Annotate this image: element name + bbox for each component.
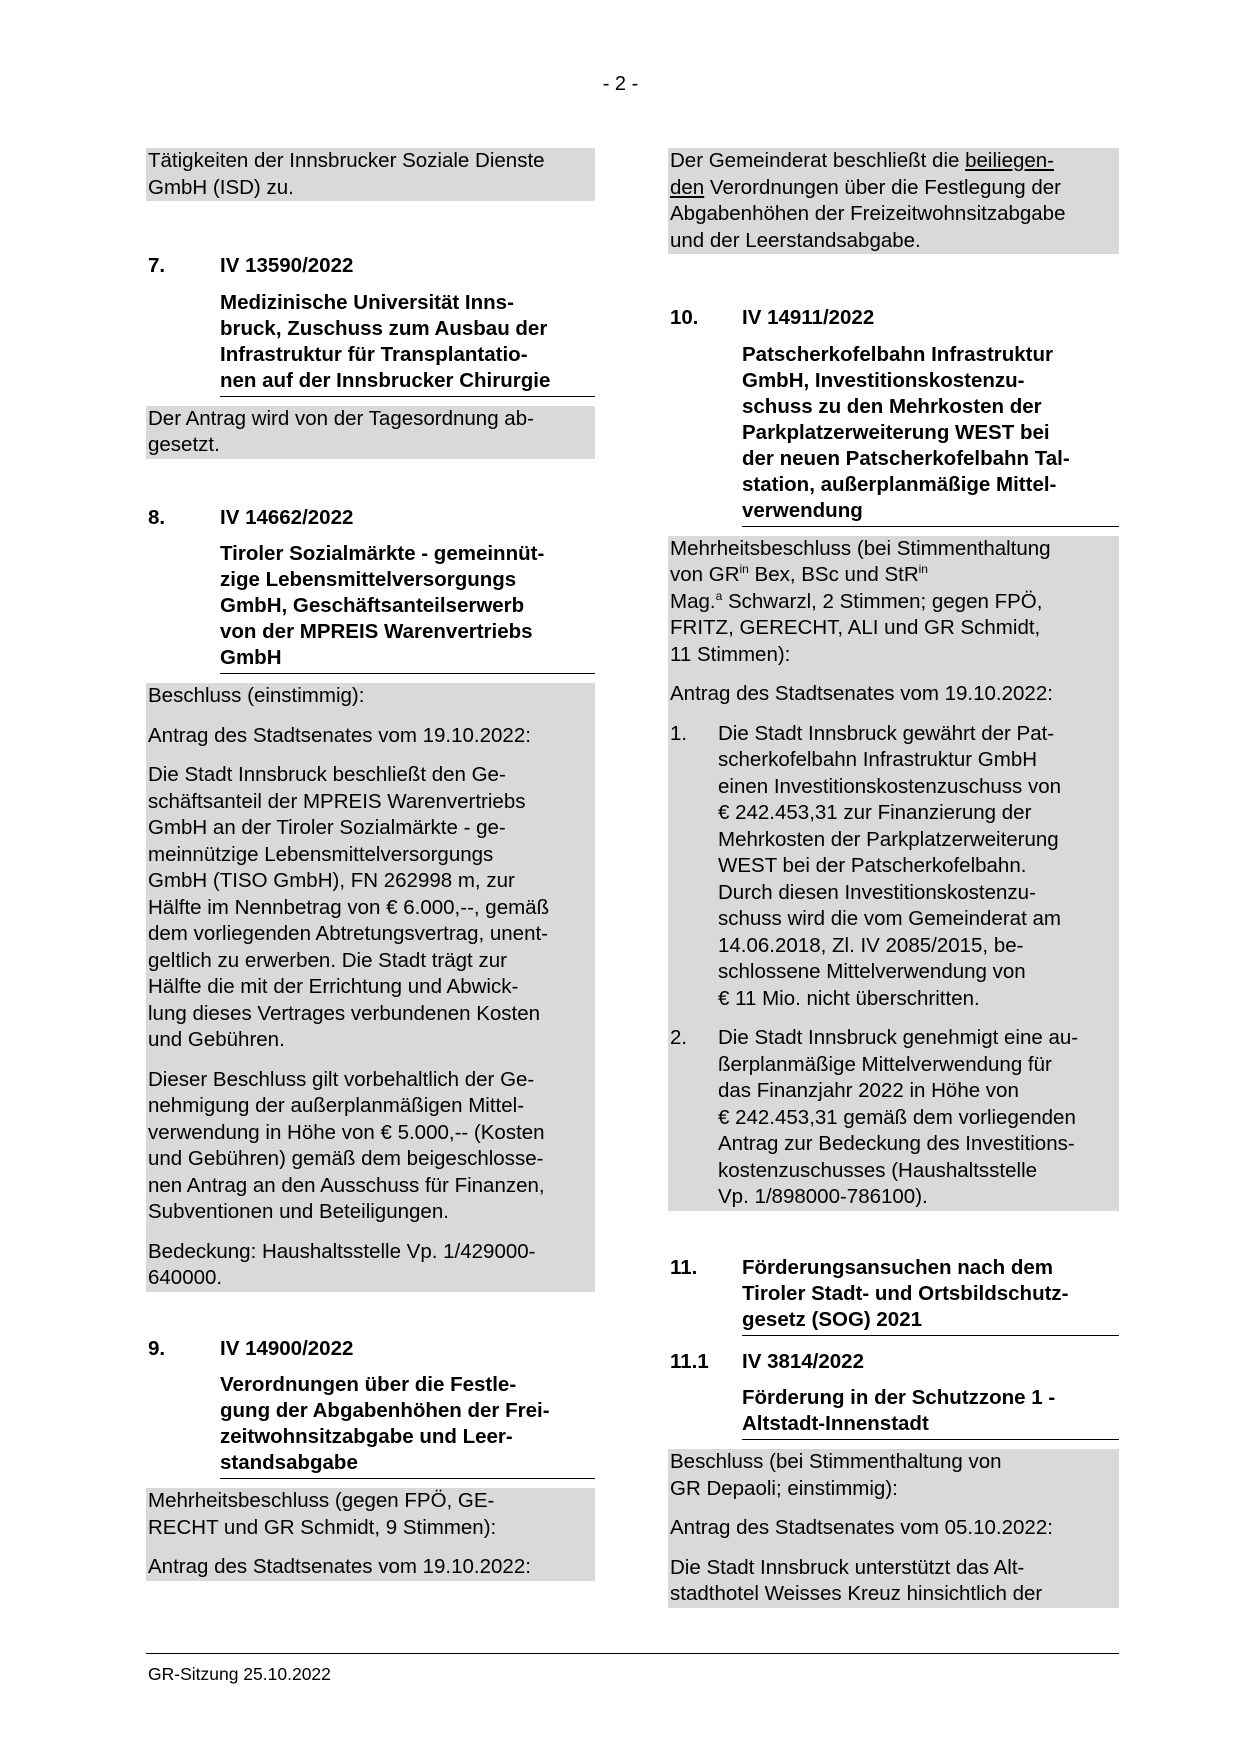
resolution-text: Die Stadt Innsbruck unterstützt das Alt- stadthotel Weisses Kreuz hinsichtlich der <box>670 1555 1043 1605</box>
agenda-item-9-header <box>146 1336 595 1480</box>
resolution-block <box>146 1488 595 1581</box>
resolution-condition: Dieser Beschluss gilt vorbehaltlich der Ge- nehmigung der außerplanmäßigen Mittel- verwendung in Höhe von € 5.000,-- (Kosten und Gebühren) gemäß dem beigeschlosse- nen Antrag an den Ausschuss für Finanzen, Subventionen und Beteiligungen. <box>148 1067 545 1223</box>
point-number: 1. <box>670 721 688 745</box>
motion-date: Antrag des Stadtsenates vom 19.10.2022: <box>148 1555 531 1578</box>
item-reference: IV 13590/2022 <box>220 254 354 277</box>
point-text: Die Stadt Innsbruck genehmigt eine au- ßerplanmäßige Mittelverwendung für das Finanzjahr 2022 in Höhe von € 242.453,31 gemäß dem vorliegenden Antrag zur Bedeckung des Investitions- kostenzuschusses (Haushaltsstelle Vp. 1/898000-786100). <box>718 1026 1079 1208</box>
resolution-block <box>146 683 595 1292</box>
motion-date: Antrag des Stadtsenates vom 05.10.2022: <box>670 1516 1053 1539</box>
item-title: Förderungsansuchen nach dem Tiroler Stadt- und Ortsbildschutz- gesetz (SOG) 2021 <box>742 1255 1119 1336</box>
item-reference: IV 14911/2022 <box>742 306 875 329</box>
item-title: Patscherkofelbahn Infrastruktur GmbH, Investitionskostenzu- schuss zu den Mehrkosten der Parkplatzerweiterung WEST bei der neuen Patscherkofelbahn Tal- station, außerplanmäßige Mittel- verwendung <box>742 342 1119 527</box>
item-number: 11.1 <box>670 1349 709 1373</box>
item-title: Tiroler Sozialmärkte - gemeinnüt- zige Lebensmittelversorgungs GmbH, Geschäftsanteilserwerb von der MPREIS Warenvertriebs GmbH <box>220 541 595 674</box>
resolution-block <box>668 536 1119 1211</box>
item-title: Verordnungen über die Festle- gung der Abgabenhöhen der Frei- zeitwohnsitzabgabe und Leer- standsabgabe <box>220 1372 595 1479</box>
agenda-item-10-header <box>668 305 1119 527</box>
resolution-type: Mehrheitsbeschluss (bei Stimmenthaltung von $GR^{in}$ Bex, BSc und StR$^{in}$ Mag.$^a$ Schwarzl, 2 Stimmen; gegen FPÖ, FRITZ, GERECHT, ALI und GR Schmidt, 11 Stimmen): <box>670 536 1051 666</box>
agenda-item-11-1-header <box>668 1349 1119 1441</box>
left-column <box>146 148 595 1581</box>
agenda-item-11-header <box>668 1255 1119 1336</box>
item-number: 9. <box>148 1336 166 1360</box>
resolution-type: Mehrheitsbeschluss (gegen FPÖ, GE- RECHT und GR Schmidt, 9 Stimmen): <box>148 1489 497 1539</box>
item-number: 7. <box>148 254 166 277</box>
resolution-type: Beschluss (einstimmig): <box>148 684 365 707</box>
numbered-point <box>668 721 1119 1013</box>
item-reference: IV 14900/2022 <box>220 1336 354 1360</box>
motion-date: Antrag des Stadtsenates vom 19.10.2022: <box>670 682 1053 705</box>
resolution-text: Die Stadt Innsbruck beschließt den Ge- schäftsanteil der MPREIS Warenvertriebs GmbH an der Tiroler Sozialmärkte - ge- meinnützige Lebensmittelversorgungs GmbH (TISO GmbH), FN 262998 m, zur Hälfte im Nennbetrag von € 6.000,--, gemäß dem vorliegenden Abtretungsvertrag, unent- geltlich zu erwerben. Die Stadt trägt zur Hälfte die mit der Errichtung und Abwick- lung dieses Vertrages verbundenen Kosten und Gebühren. <box>148 763 550 1051</box>
point-number: 2. <box>670 1026 688 1049</box>
agenda-item-7-header <box>146 253 595 397</box>
resolution-type: Beschluss (bei Stimmenthaltung von GR Depaoli; einstimmig): <box>670 1450 1002 1500</box>
footer-text: GR-Sitzung 25.10.2022 <box>148 1664 331 1684</box>
continued-text: Tätigkeiten der Innsbrucker Soziale Dienste GmbH (ISD) zu. <box>146 148 595 201</box>
right-column <box>668 148 1119 1608</box>
item-number: 8. <box>148 505 166 529</box>
item-reference: IV 3814/2022 <box>742 1349 864 1373</box>
item-number: 11. <box>670 1255 698 1279</box>
budget-coverage: Bedeckung: Haushaltsstelle Vp. 1/429000- 640000. <box>148 1239 536 1289</box>
agenda-item-8-header <box>146 505 595 675</box>
item-reference: IV 14662/2022 <box>220 505 354 529</box>
resolution-block <box>668 1449 1119 1608</box>
point-text: Die Stadt Innsbruck gewährt der Pat- scherkofelbahn Infrastruktur GmbH einen Investitionskostenzuschuss von € 242.453,31 zur Finanzierung der Mehrkosten der Parkplatzerweiterung WEST bei der Patscherkofelbahn. Durch diesen Investitionskostenzu- schuss wird die vom Gemeinderat am 14.06.2018, Zl. IV 2085/2015, be- schlossene Mittelverwendung von € 11 Mio. nicht überschritten. <box>718 721 1062 1010</box>
item-number: 10. <box>670 306 699 329</box>
page-number: - 2 - <box>602 73 639 95</box>
motion-date: Antrag des Stadtsenates vom 19.10.2022: <box>148 723 531 747</box>
numbered-point <box>668 1025 1119 1211</box>
item-result: Der Antrag wird von der Tagesordnung ab- gesetzt. <box>146 406 595 459</box>
item-title: Medizinische Universität Inns- bruck, Zuschuss zum Ausbau der Infrastruktur für Transplantatio- nen auf der Innsbrucker Chirurgie <box>220 290 595 397</box>
continued-text: Der Gemeinderat beschließt die beiliegen- den Verordnungen über die Festlegung der Abgabenhöhen der Freizeitwohnsitzabgabe und der Leerstandsabgabe. <box>668 148 1119 254</box>
footer-divider <box>146 1653 1119 1654</box>
item-title: Förderung in der Schutzzone 1 - Altstadt-Innenstadt <box>742 1385 1119 1440</box>
